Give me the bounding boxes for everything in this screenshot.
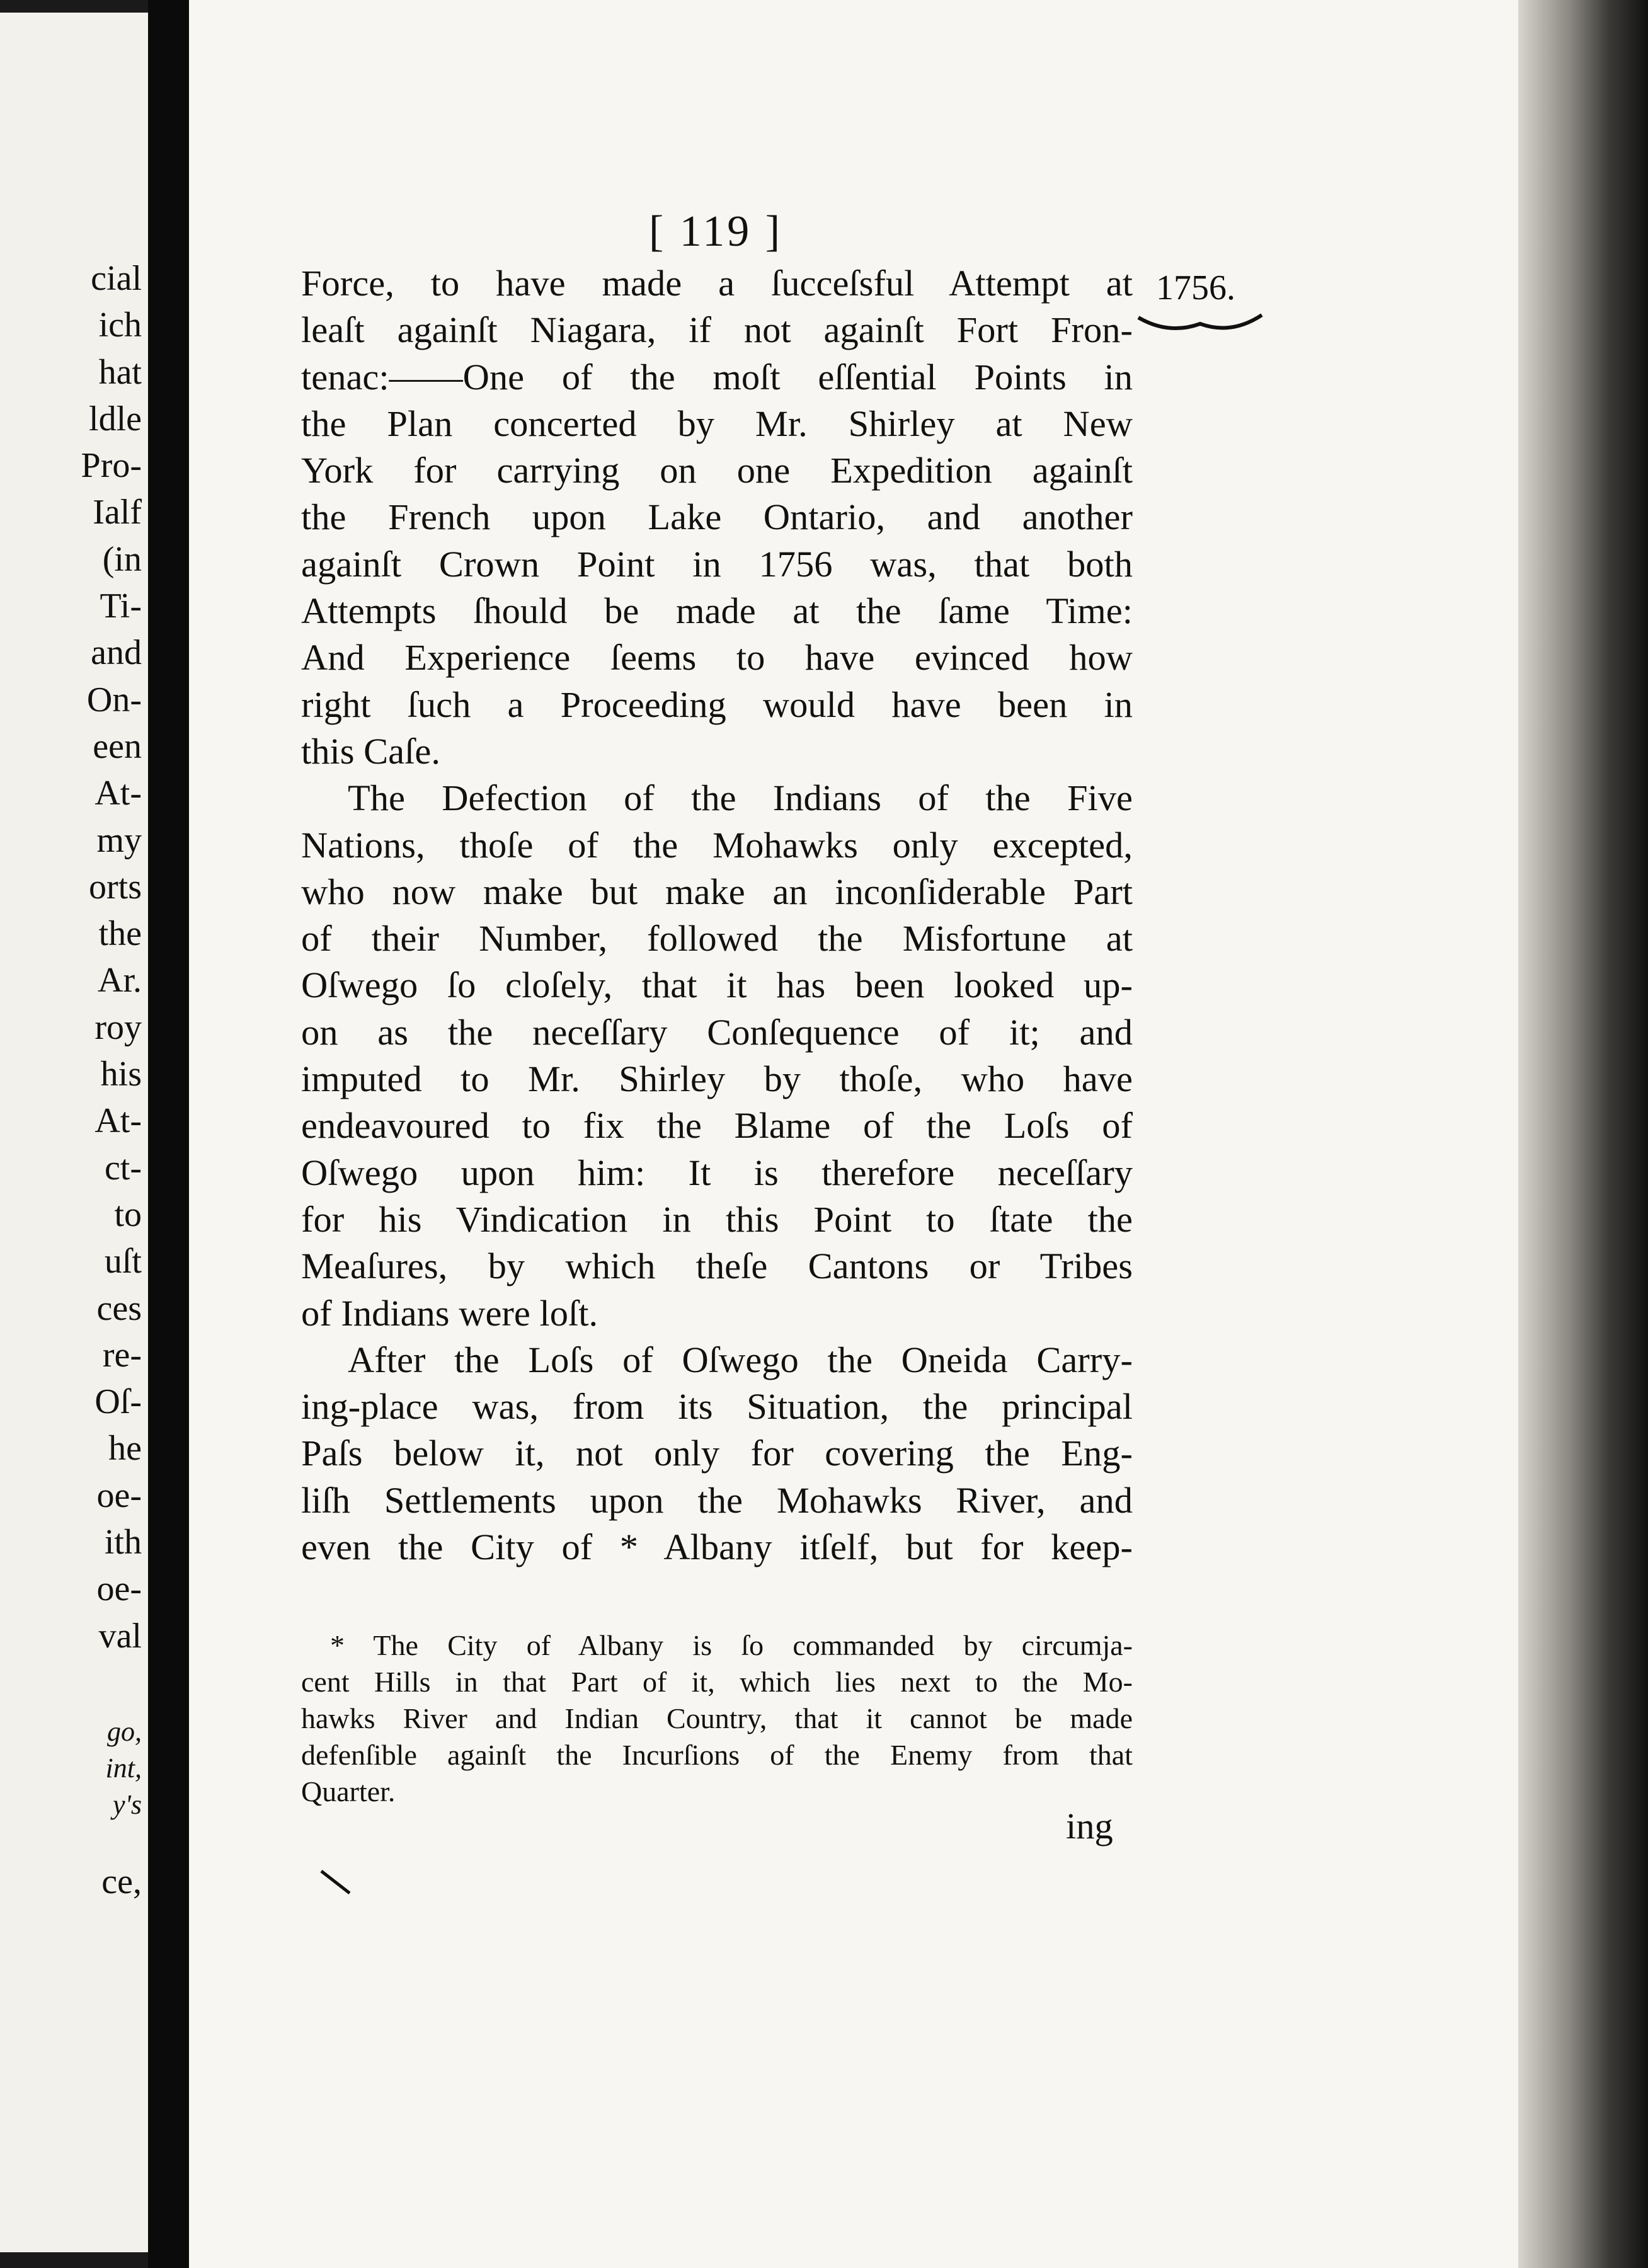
text-line: defenſible againſt the Incurſions of the Enemy from that xyxy=(301,1739,1133,1771)
facing-text-fragment: On- xyxy=(86,680,142,719)
facing-text-fragment: y's xyxy=(112,1789,142,1820)
facing-text-fragment: ces xyxy=(96,1288,142,1328)
text-line: Quarter. xyxy=(301,1775,396,1807)
margin-brace xyxy=(1137,310,1263,335)
facing-page-text xyxy=(0,255,148,1659)
facing-page-bottom-text: ce, xyxy=(101,1862,142,1901)
text-line: liſh Settlements upon the Mohawks River, and xyxy=(301,1479,1133,1521)
page-edge xyxy=(1518,0,1648,2268)
text-line: Oſwego upon him: It is therefore neceſſary xyxy=(301,1152,1133,1193)
facing-text-fragment: (in xyxy=(102,539,142,579)
facing-text-fragment: At- xyxy=(94,1101,142,1141)
text-line: Nations, thoſe of the Mohawks only excepted, xyxy=(301,824,1133,866)
facing-text-fragment: to xyxy=(114,1194,142,1234)
facing-text-fragment: oe- xyxy=(96,1569,142,1609)
text-line: againſt Crown Point in 1756 was, that both xyxy=(301,543,1133,585)
facing-text-fragment: uſt xyxy=(104,1242,142,1281)
facing-text-fragment: cial xyxy=(91,259,142,298)
text-line: Oſwego ſo cloſely, that it has been looked up- xyxy=(301,965,1133,1006)
text-line: ing-place was, from its Situation, the principal xyxy=(301,1386,1133,1428)
text-line: Meaſures, by which theſe Cantons or Tribes xyxy=(301,1246,1133,1287)
facing-text-fragment: his xyxy=(100,1055,142,1094)
main-text xyxy=(301,260,1133,1571)
facing-text-fragment: val xyxy=(98,1616,142,1656)
facing-text-fragment: ith xyxy=(104,1523,142,1562)
facing-text-fragment: ct- xyxy=(104,1148,142,1188)
text-line: imputed to Mr. Shirley by thoſe, who have xyxy=(301,1058,1133,1100)
text-line: And Experience ſeems to have evinced how xyxy=(301,637,1133,679)
text-line: who now make but make an inconſiderable Part xyxy=(301,871,1133,912)
facing-text-fragment: he xyxy=(108,1429,142,1469)
text-line: even the City of * Albany itſelf, but for keep- xyxy=(301,1526,1133,1568)
facing-text-fragment: At- xyxy=(94,774,142,813)
facing-text-fragment: int, xyxy=(105,1753,142,1784)
facing-text-fragment: oe- xyxy=(96,1475,142,1515)
text-line: on as the neceſſary Conſequence of it; and xyxy=(301,1011,1133,1053)
facing-text-fragment: Oſ- xyxy=(94,1382,142,1422)
facing-text-fragment: and xyxy=(91,633,142,673)
text-line: the French upon Lake Ontario, and another xyxy=(301,496,1133,538)
facing-text-fragment: ich xyxy=(98,306,142,345)
text-line: The Defection of the Indians of the Five xyxy=(348,777,1133,819)
text-line: York for carrying on one Expedition againſt xyxy=(301,450,1133,491)
text-line: hawks River and Indian Country, that it cannot be made xyxy=(301,1702,1133,1734)
text-line: the Plan concerted by Mr. Shirley at New xyxy=(301,403,1133,444)
text-line: right ſuch a Proceeding would have been in xyxy=(301,684,1133,725)
facing-text-fragment: ldle xyxy=(89,399,142,438)
facing-text-fragment: my xyxy=(96,820,142,860)
facing-text-fragment: een xyxy=(93,726,142,766)
facing-text-fragment: hat xyxy=(98,352,142,392)
text-line: Attempts ſhould be made at the ſame Time: xyxy=(301,590,1133,632)
facing-text-fragment: Ti- xyxy=(100,587,142,626)
text-line: for his Vindication in this Point to ſtate the xyxy=(301,1198,1133,1240)
text-line: * The City of Albany is ſo commanded by circumja- xyxy=(330,1629,1133,1661)
facing-text-fragment: Pro- xyxy=(81,446,142,486)
text-line: of their Number, followed the Misfortune at xyxy=(301,918,1133,959)
facing-text-fragment: Ar. xyxy=(98,961,142,1000)
text-line: cent Hills in that Part of it, which lies next to the Mo- xyxy=(301,1666,1133,1698)
facing-text-fragment: go, xyxy=(107,1716,142,1747)
catchword: ing xyxy=(1066,1806,1113,1847)
margin-year: 1756. xyxy=(1156,268,1235,307)
text-line: Paſs below it, not only for covering the Eng- xyxy=(301,1433,1133,1474)
facing-text-fragment: orts xyxy=(89,867,142,907)
text-line: of Indians were loſt. xyxy=(301,1292,598,1334)
text-line: Force, to have made a ſucceſsful Attempt at xyxy=(301,263,1133,304)
facing-text-fragment: re- xyxy=(102,1335,142,1375)
facing-page xyxy=(0,13,148,2252)
text-line: leaſt againſt Niagara, if not againſt Fort Fron- xyxy=(301,309,1133,351)
text-line: endeavoured to fix the Blame of the Loſs of xyxy=(301,1105,1133,1147)
footnote xyxy=(301,1627,1133,1810)
text-line: After the Loſs of Oſwego the Oneida Carry- xyxy=(348,1339,1133,1380)
facing-text-fragment: Ialf xyxy=(93,493,142,532)
text-line: tenac:——One of the moſt eſſential Points in xyxy=(301,356,1133,398)
book-gutter xyxy=(148,0,189,2268)
text-line: this Caſe. xyxy=(301,730,440,772)
facing-page-notes xyxy=(0,1714,148,1823)
facing-text-fragment: roy xyxy=(94,1007,142,1047)
facing-text-fragment: the xyxy=(98,914,142,954)
page-number: [ 119 ] xyxy=(649,207,783,256)
ink-mark xyxy=(318,1868,356,1899)
